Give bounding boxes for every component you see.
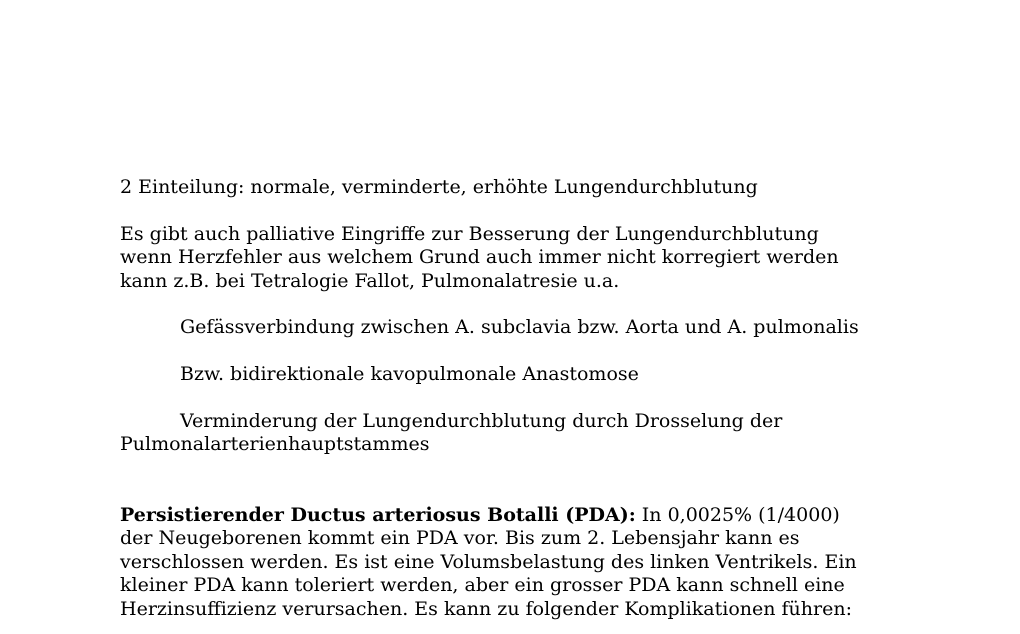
- pda-first-line-rest: In 0,0025% (1/4000): [635, 504, 840, 526]
- document-page: [120, 176, 910, 621]
- paragraph-line: Herzinsuffizienz verursachen. Es kann zu folgender Komplikationen führen:: [120, 597, 852, 620]
- paragraph-line: verschlossen werden. Es ist eine Volumsbelastung des linken Ventrikels. Ein: [120, 550, 857, 573]
- pda-paragraph-first-line: [120, 504, 910, 527]
- indented-paragraph: Gefässverbindung zwischen A. subclavia bzw. Aorta und A. pulmonalis: [180, 316, 859, 339]
- paragraph-line: wenn Herzfehler aus welchem Grund auch immer nicht korregiert werden: [120, 246, 839, 269]
- paragraph-line: Es gibt auch palliative Eingriffe zur Besserung der Lungendurchblutung: [120, 222, 819, 245]
- paragraph-line: Pulmonalarterienhauptstammes: [120, 433, 430, 456]
- indented-paragraph: Bzw. bidirektionale kavopulmonale Anastomose: [180, 363, 639, 386]
- section-heading: 2 Einteilung: normale, verminderte, erhöhte Lungendurchblutung: [120, 176, 758, 198]
- indented-paragraph-line: Verminderung der Lungendurchblutung durch Drosselung der: [180, 410, 783, 432]
- paragraph-line: kann z.B. bei Tetralogie Fallot, Pulmonalatresie u.a.: [120, 269, 620, 292]
- pda-title: Persistierender Ductus arteriosus Botalli (PDA):: [120, 504, 636, 526]
- paragraph-line: der Neugeborenen kommt ein PDA vor. Bis zum 2. Lebensjahr kann es: [120, 527, 800, 550]
- paragraph-line: kleiner PDA kann toleriert werden, aber ein grosser PDA kann schnell eine: [120, 574, 845, 597]
